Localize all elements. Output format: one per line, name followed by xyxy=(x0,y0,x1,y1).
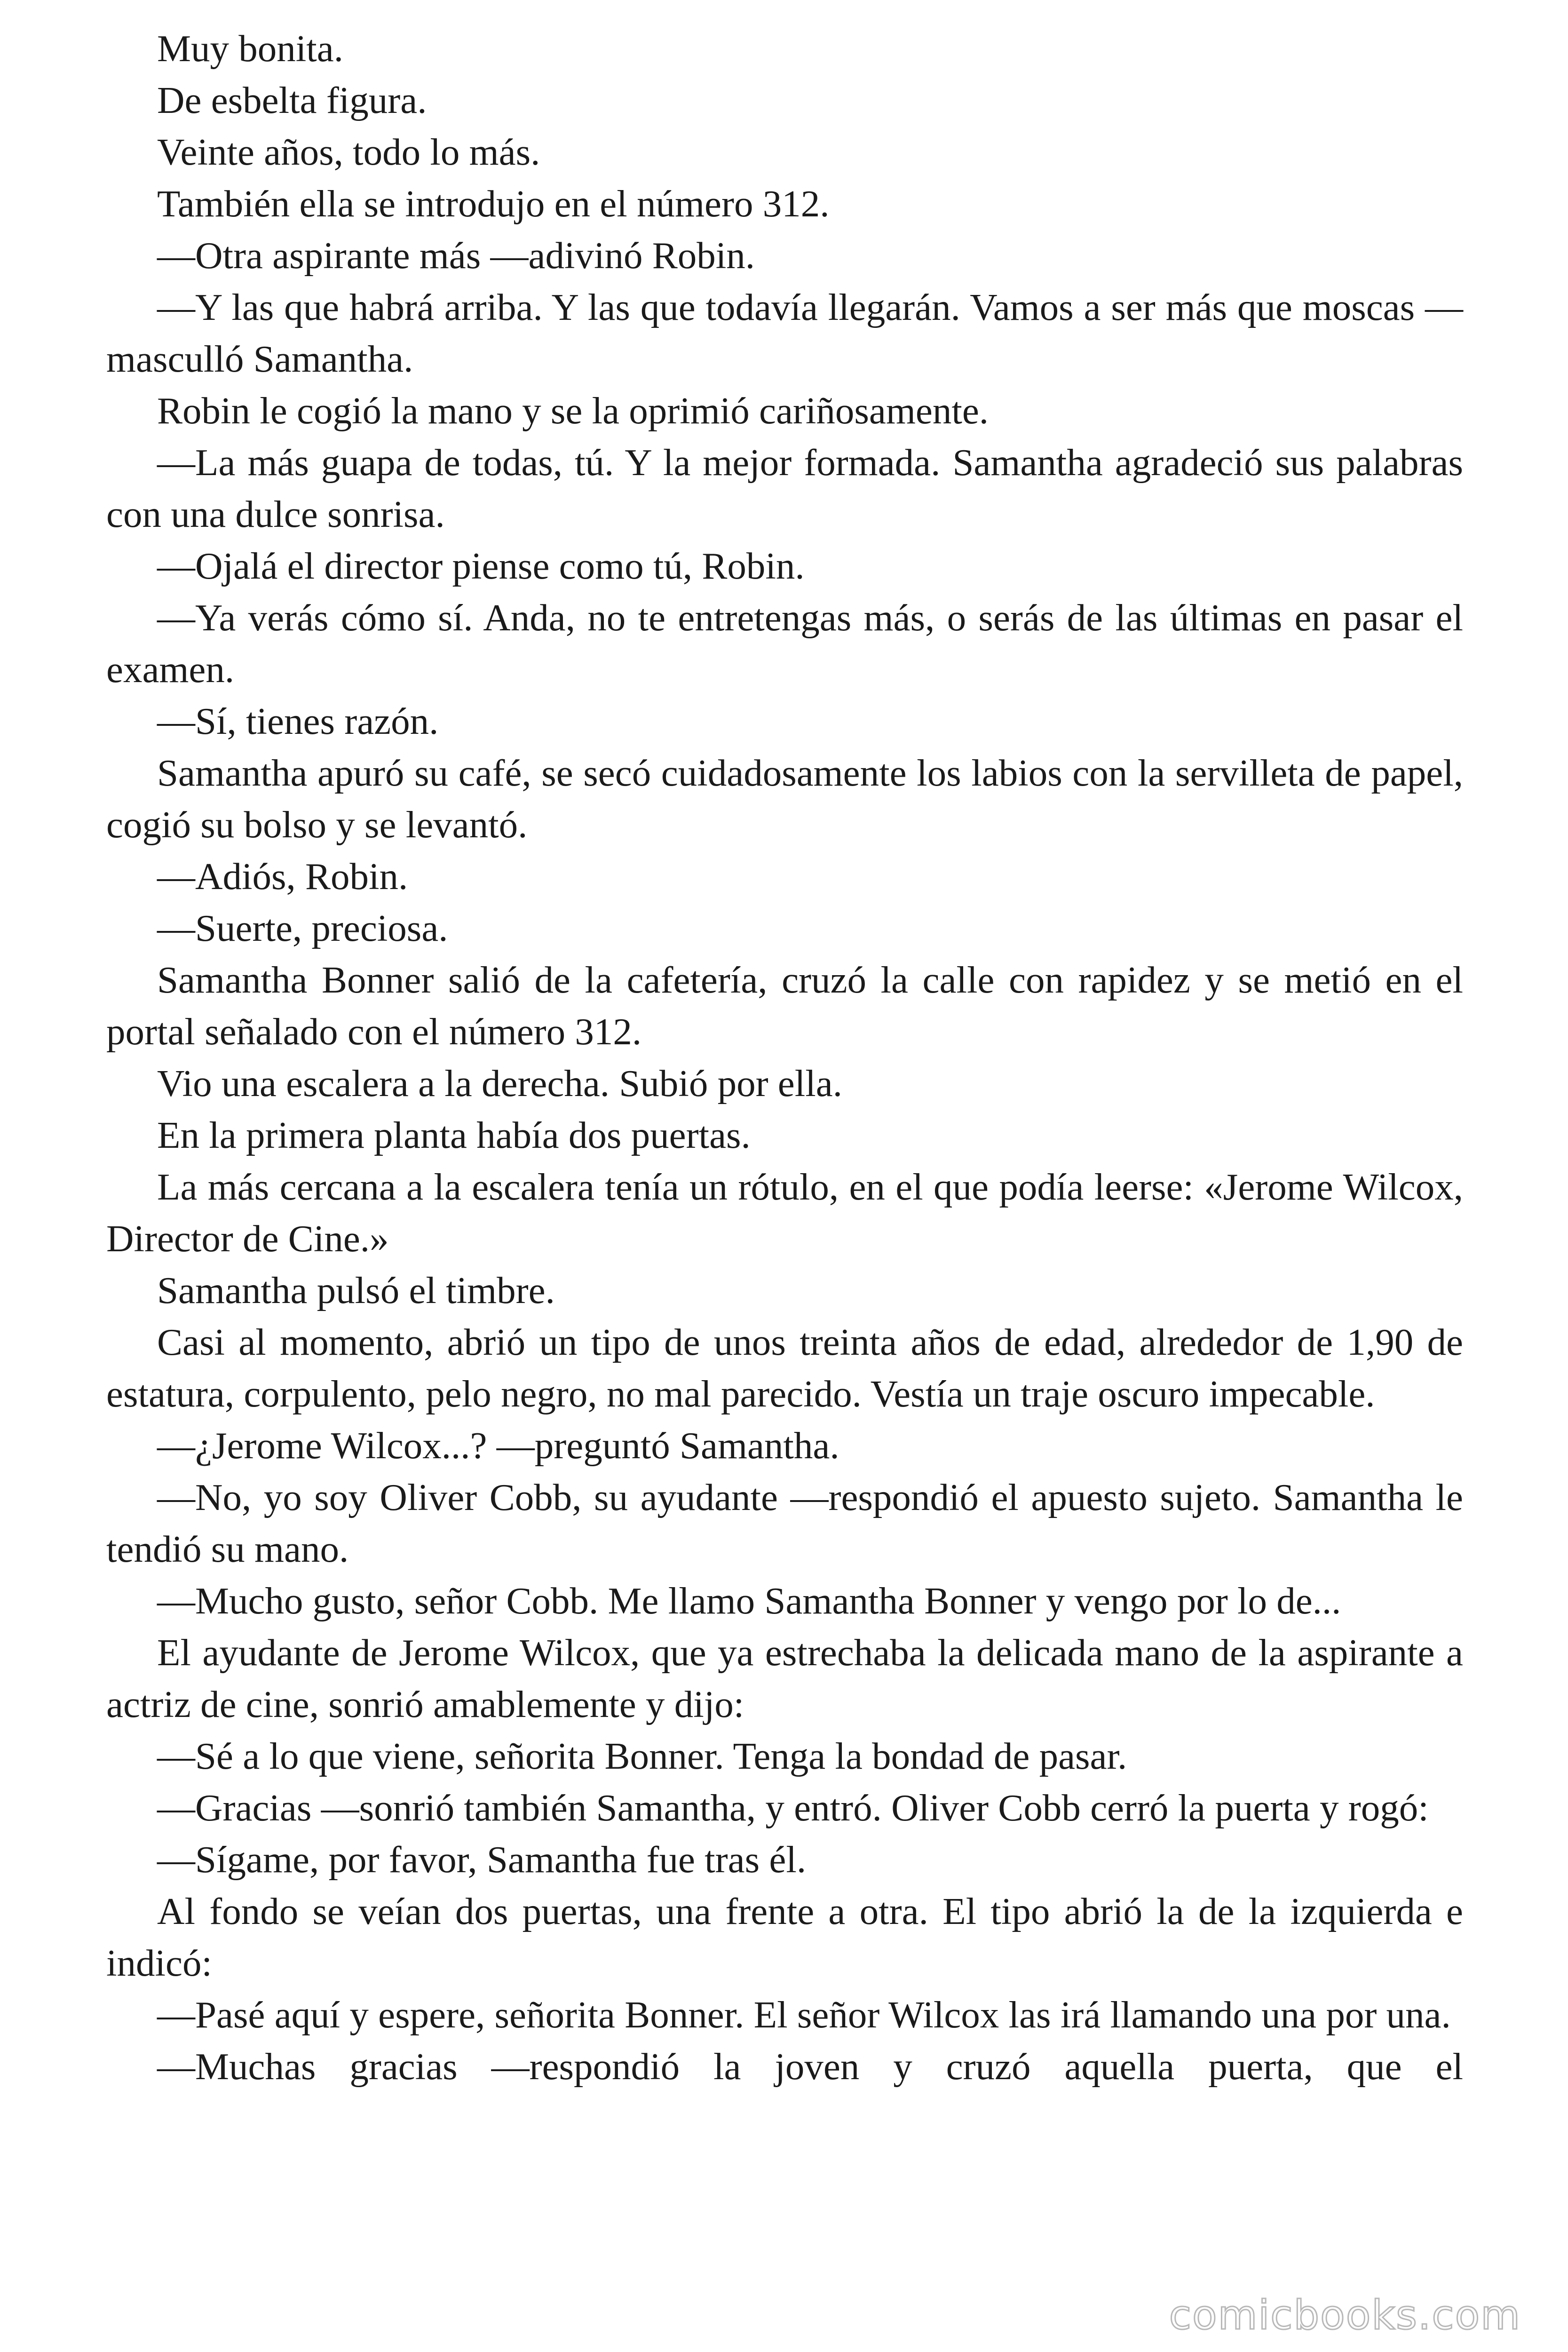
paragraph: Veinte años, todo lo más. xyxy=(157,131,540,173)
paragraph: —No, yo soy Oliver Cobb, su ayudante —respondió el apuesto sujeto. Samantha le tendió su mano. xyxy=(106,1476,1463,1570)
paragraph: En la primera planta había dos puertas. xyxy=(157,1114,751,1156)
paragraph: —¿Jerome Wilcox...? —preguntó Samantha. xyxy=(157,1424,839,1467)
paragraph: Al fondo se veían dos puertas, una frente a otra. El tipo abrió la de la izquierda e indicó: xyxy=(106,1890,1463,1984)
paragraph: Samantha pulsó el timbre. xyxy=(157,1269,555,1311)
paragraph: —Sígame, por favor, Samantha fue tras él. xyxy=(157,1838,807,1881)
paragraph: —Suerte, preciosa. xyxy=(157,907,448,949)
paragraph: —Pasé aquí y espere, señorita Bonner. El señor Wilcox las irá llamando una por una. xyxy=(157,1994,1451,2036)
paragraph: Robin le cogió la mano y se la oprimió cariñosamente. xyxy=(157,389,989,432)
paragraph: También ella se introdujo en el número 312. xyxy=(157,183,830,225)
paragraph: El ayudante de Jerome Wilcox, que ya estrechaba la delicada mano de la aspirante a actriz de cine, sonrió amablemente y dijo: xyxy=(106,1631,1463,1725)
paragraph: Muy bonita. xyxy=(157,27,343,70)
paragraph: —Adiós, Robin. xyxy=(157,855,408,898)
paragraph: Samantha Bonner salió de la cafetería, cruzó la calle con rapidez y se metió en el portal señalado con el número 312. xyxy=(106,959,1463,1053)
paragraph: De esbelta figura. xyxy=(157,79,427,121)
paragraph: —Gracias —sonrió también Samantha, y entró. Oliver Cobb cerró la puerta y rogó: xyxy=(157,1787,1429,1829)
paragraph: Casi al momento, abrió un tipo de unos treinta años de edad, alrededor de 1,90 de estatura, corpulento, pelo negro, no mal parecido. Vestía un traje oscuro impecable. xyxy=(106,1321,1463,1415)
paragraph: —Sí, tienes razón. xyxy=(157,700,439,742)
paragraph: —Y las que habrá arriba. Y las que todavía llegarán. Vamos a ser más que moscas — masculló Samantha. xyxy=(106,286,1463,380)
paragraph: —Ya verás cómo sí. Anda, no te entretengas más, o serás de las últimas en pasar el examen. xyxy=(106,596,1463,691)
paragraph: La más cercana a la escalera tenía un rótulo, en el que podía leerse: «Jerome Wilcox, Director de Cine.» xyxy=(106,1166,1463,1260)
paragraph: Samantha apuró su café, se secó cuidadosamente los labios con la servilleta de papel, cogió su bolso y se levantó. xyxy=(106,752,1463,846)
paragraph: —Otra aspirante más —adivinó Robin. xyxy=(157,234,755,277)
paragraph: —Sé a lo que viene, señorita Bonner. Tenga la bondad de pasar. xyxy=(157,1735,1127,1777)
book-page-text xyxy=(106,23,1463,2092)
watermark: comicbooks.com xyxy=(1169,2292,1521,2339)
paragraph: —Muchas gracias —respondió la joven y cruzó aquella puerta, que el xyxy=(157,2045,1463,2088)
paragraph: —La más guapa de todas, tú. Y la mejor formada. Samantha agradeció sus palabras con una dulce sonrisa. xyxy=(106,441,1463,535)
paragraph: —Ojalá el director piense como tú, Robin. xyxy=(157,545,805,587)
paragraph: —Mucho gusto, señor Cobb. Me llamo Samantha Bonner y vengo por lo de... xyxy=(157,1580,1341,1622)
paragraph: Vio una escalera a la derecha. Subió por ella. xyxy=(157,1062,842,1104)
